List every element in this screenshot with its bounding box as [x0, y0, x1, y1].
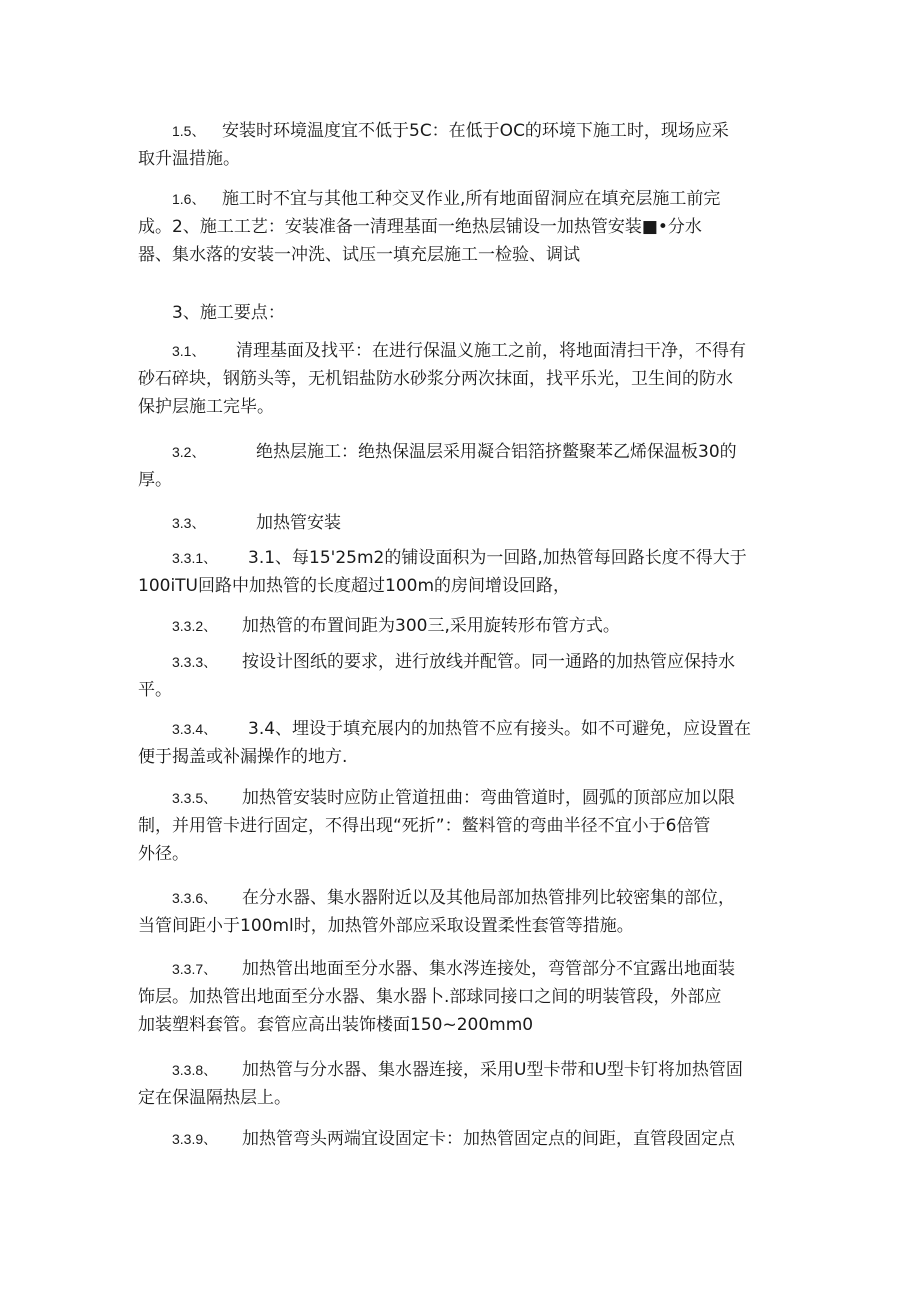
- paragraph-text: 施工时不宜与其他工种交叉作业,所有地面留洞应在填充层施工前完: [222, 189, 721, 209]
- section-number: 3.3.3、: [172, 654, 218, 670]
- paragraph-text: 取升温措施。: [138, 149, 240, 169]
- paragraph-text: 清理基面及找平：在进行保温义施工之前，将地面清扫干净，不得有: [236, 341, 746, 361]
- section-number: 3.3.9、: [172, 1131, 218, 1147]
- paragraph-text: 绝热层施工：绝热保温层采用凝合铝箔挤鳖聚苯乙烯保温板30的: [256, 442, 737, 462]
- section-number: 3.3.2、: [172, 618, 218, 634]
- paragraph-text: 加热管安装: [256, 513, 341, 533]
- paragraph-3-3-3: [138, 648, 784, 704]
- paragraph-3-3-1: [138, 544, 784, 600]
- paragraph-text: 在分水器、集水器附近以及其他局部加热管排列比较密集的部位，: [242, 888, 735, 908]
- paragraph-text: 加装塑料套管。套管应高出装饰楼面150~200mm0: [138, 1015, 534, 1035]
- paragraph-text: 3、施工要点：: [172, 303, 285, 323]
- paragraph-text: 成。2、施工工艺：安装准备一清理基面一绝热层铺设一加热管安装■•分水: [138, 217, 702, 237]
- paragraph-text: 砂石碎块，钢筋头等，无机铝盐防水砂浆分两次抹面，找平乐光，卫生间的防水: [138, 369, 733, 389]
- paragraph-text: 厚。: [138, 470, 172, 490]
- paragraph-text: 饰层。加热管出地面至分水器、集水器卜.部球同接口之间的明装管段，外部应: [138, 987, 722, 1007]
- paragraph-1-6: [138, 185, 784, 269]
- section-number: 3.1、: [172, 343, 206, 359]
- paragraph-text: 保护层施工完毕。: [138, 397, 274, 417]
- paragraph-3-3-6: [138, 884, 784, 940]
- paragraph-3-3-4: [138, 715, 784, 771]
- paragraph-3-3-5: [138, 784, 784, 868]
- section-number: 1.6、: [172, 191, 206, 207]
- paragraph-text: 便于揭盖或补漏操作的地方.: [138, 747, 348, 767]
- paragraph-text: 加热管的布置间距为300三,采用旋转形布管方式。: [242, 616, 620, 636]
- section-number: 3.3.6、: [172, 890, 218, 906]
- section-number: 1.5、: [172, 123, 206, 139]
- section-3-heading: [138, 299, 784, 327]
- paragraph-text: 加热管与分水器、集水器连接，采用U型卡带和U型卡钉将加热管固: [242, 1060, 743, 1080]
- paragraph-3-3-2: [138, 612, 784, 640]
- paragraph-3-3-8: [138, 1056, 784, 1112]
- paragraph-3-3-9: [138, 1125, 784, 1153]
- paragraph-3-2: [138, 438, 784, 494]
- paragraph-text: 按设计图纸的要求，进行放线并配管。同一通路的加热管应保持水: [242, 652, 735, 672]
- paragraph-text: 平。: [138, 680, 172, 700]
- paragraph-text: 加热管出地面至分水器、集水涔连接处，弯管部分不宜露出地面装: [242, 959, 735, 979]
- paragraph-text: 3.4、埋设于填充展内的加热管不应有接头。如不可避免，应设置在: [248, 719, 752, 739]
- paragraph-text: 定在保温隔热层上。: [138, 1088, 291, 1108]
- paragraph-text: 3.1、每15'25m2的铺设面积为一回路,加热管每回路长度不得大于: [248, 548, 747, 568]
- section-number: 3.3.4、: [172, 721, 218, 737]
- section-number: 3.2、: [172, 444, 206, 460]
- paragraph-3-1: [138, 337, 784, 421]
- paragraph-3-3: [138, 509, 784, 537]
- paragraph-text: 外径。: [138, 844, 189, 864]
- section-number: 3.3.7、: [172, 961, 218, 977]
- paragraph-text: 加热管弯头两端宜设固定卡：加热管固定点的间距，直管段固定点: [242, 1129, 735, 1149]
- section-number: 3.3.5、: [172, 790, 218, 806]
- paragraph-text: 器、集水落的安装一冲洗、试压一填充层施工一检验、调试: [138, 245, 580, 265]
- paragraph-text: 安装时环境温度宜不低于5C：在低于OC的环境下施工时，现场应采: [222, 121, 729, 141]
- section-number: 3.3.8、: [172, 1062, 218, 1078]
- paragraph-text: 100iTU回路中加热管的长度超过100m的房间增设回路，: [138, 576, 571, 596]
- paragraph-text: 当管间距小于100ml时，加热管外部应采取设置柔性套管等措施。: [138, 916, 634, 936]
- section-number: 3.3、: [172, 515, 206, 531]
- paragraph-3-3-7: [138, 955, 784, 1039]
- section-number: 3.3.1、: [172, 550, 218, 566]
- paragraph-text: 加热管安装时应防止管道扭曲：弯曲管道时，圆弧的顶部应加以限: [242, 788, 735, 808]
- paragraph-text: 制，并用管卡进行固定，不得出现“死折”：鳖料管的弯曲半径不宜小于6倍管: [138, 816, 711, 836]
- paragraph-1-5: [138, 117, 784, 173]
